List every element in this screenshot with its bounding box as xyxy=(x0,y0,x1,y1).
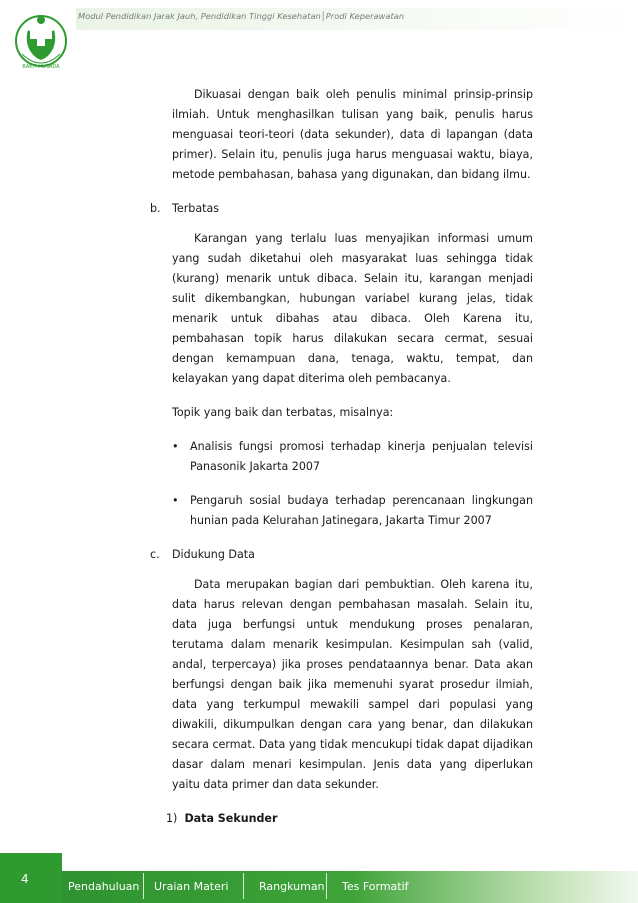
bakti-husada-logo xyxy=(14,8,68,74)
list-item: • Pengaruh sosial budaya terhadap perencanaan lingkungan hunian pada Kelurahan Jatinegara, Jakarta Timur 2007 xyxy=(172,491,533,531)
nav-uraian-materi-link[interactable]: Uraian Materi xyxy=(154,880,229,893)
section-b-marker: b. xyxy=(150,202,161,215)
nav-rangkuman-link[interactable]: Rangkuman xyxy=(259,880,325,893)
list-item: • Analisis fungsi promosi terhadap kinerja penjualan televisi Panasonik Jakarta 2007 xyxy=(172,437,533,477)
section-c-title: Didukung Data xyxy=(172,548,255,561)
main-content xyxy=(150,85,533,829)
nav-divider xyxy=(143,873,144,899)
section-b-title: Terbatas xyxy=(172,202,220,215)
header-title: Modul Pendidikan Jarak Jauh, Pendidikan Tinggi Kesehatan│Prodi Keperawatan xyxy=(78,11,405,21)
example-list xyxy=(172,437,533,531)
nav-tes-formatif-link[interactable]: Tes Formatif xyxy=(342,880,409,893)
page-number-tab xyxy=(0,853,62,903)
nav-pendahuluan-link[interactable]: Pendahuluan xyxy=(68,880,140,893)
nav-divider xyxy=(326,873,327,899)
section-c-paragraph: Data merupakan bagian dari pembuktian. Oleh karena itu, data harus relevan dengan pembahasan masalah. Selain itu, data juga berfungsi untuk mendukung proses penalaran, terutama dalam menarik kesimpulan. Kesimpulan sah (valid, andal, terpercaya) jika proses pendataannya benar. Data akan berfungsi dengan baik jika memenuhi syarat prosedur ilmiah, data yang terkumpul mewakili sampel dari populasi yang diwakili, dikumpulkan dengan cara yang benar, dan dilakukan secara cermat. Data yang tidak mencukupi tidak dapat dijadikan dasar dalam menari kesimpulan. Jenis data yang diperlukan yaitu data primer dan data sekunder. xyxy=(172,578,533,791)
bullet-icon: • xyxy=(172,494,179,507)
section-c-marker: c. xyxy=(150,548,160,561)
subsection-title: Data Sekunder xyxy=(184,812,278,825)
section-b-paragraph: Karangan yang terlalu luas menyajikan informasi umum yang sudah diketahui oleh masyarakat luas sehingga tidak (kurang) menarik untuk dibaca. Selain itu, karangan menjadi sulit dikembangkan, hubungan variabel kurang jelas, tidak menarik untuk dibahas atau dibaca. Oleh Karena itu, pembahasan topik harus dilakukan secara cermat, sesuai dengan kemampuan dana, tenaga, waktu, tempat, dan kelayakan yang dapat diterima oleh pembacanya. xyxy=(172,232,533,385)
nav-divider xyxy=(243,873,244,899)
intro-paragraph: Dikuasai dengan baik oleh penulis minimal prinsip-prinsip ilmiah. Untuk menghasilkan tulisan yang baik, penulis harus menguasai teori-teori (data sekunder), data di lapangan (data primer). Selain itu, penulis juga harus menguasai waktu, biaya, metode pembahasan, bahasa yang digunakan, dan bidang ilmu. xyxy=(172,88,533,181)
section-b-example-intro: Topik yang baik dan terbatas, misalnya: xyxy=(172,406,394,419)
section-c-heading xyxy=(150,545,533,565)
subsection-marker: 1) xyxy=(166,812,178,825)
subsection-heading xyxy=(166,809,533,829)
section-b-heading xyxy=(150,199,533,219)
page-number: 4 xyxy=(21,872,29,886)
svg-text:BAKTI HUSADA: BAKTI HUSADA xyxy=(22,64,60,70)
bullet-icon: • xyxy=(172,440,179,453)
